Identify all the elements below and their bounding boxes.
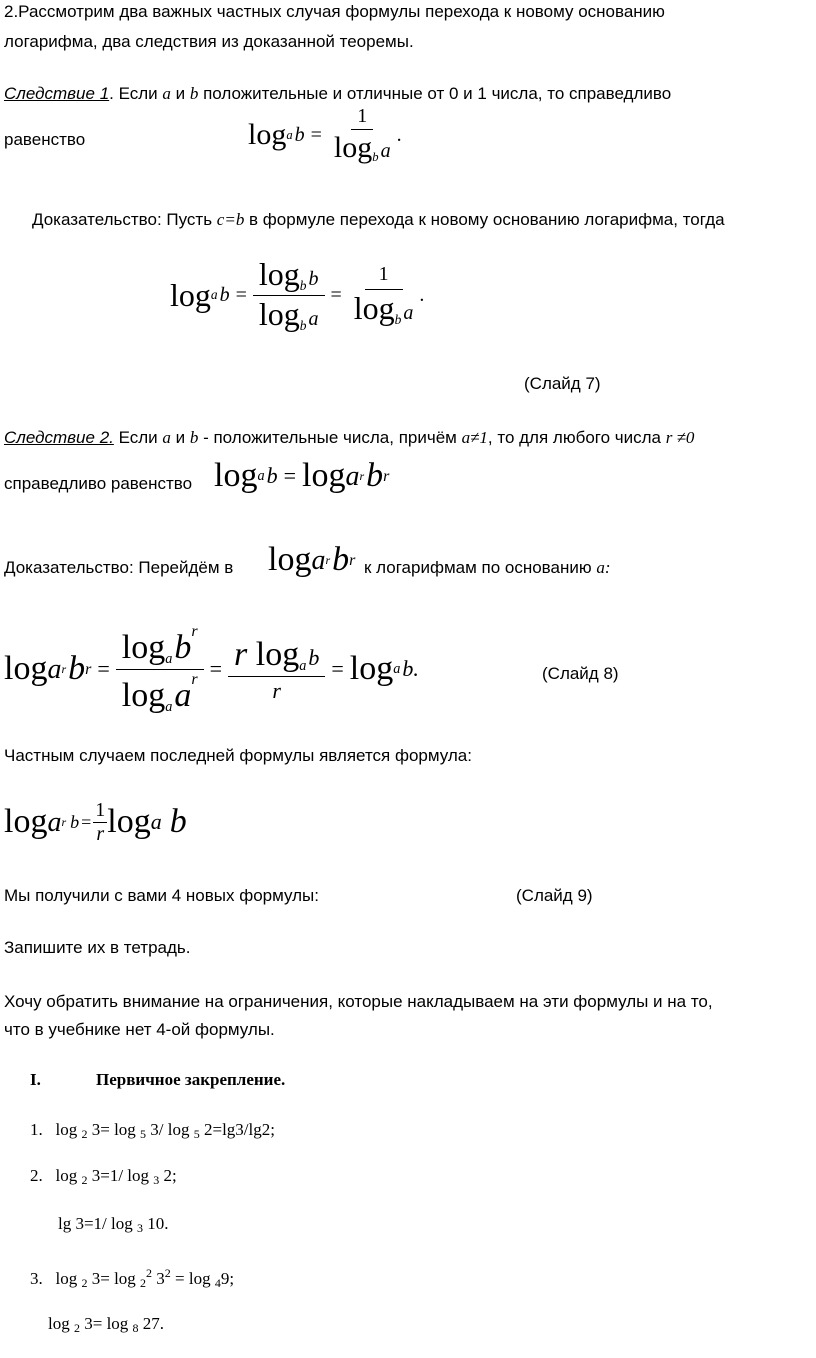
log-argument: b.: [402, 656, 419, 682]
log-argument: b: [219, 284, 230, 307]
equals-sign: =: [331, 656, 344, 682]
list-item-1: 1. log 2 3= log 5 3/ log 5 2=lg3/lg2;: [30, 1120, 275, 1141]
text-and: и: [170, 84, 190, 103]
condition-a: a≠1: [461, 428, 488, 447]
item-number: 2.: [30, 1166, 43, 1185]
section-number: I.: [30, 1070, 41, 1089]
attention-line-1: Хочу обратить внимание на ограничения, которые накладываем на эти формулы и на то,: [4, 992, 713, 1011]
corollary-2-if: Если: [113, 428, 163, 447]
log-base: a: [311, 544, 326, 576]
log-base: a: [393, 660, 401, 677]
equals-sign: =: [209, 656, 223, 682]
list-item-3b: log 2 3= log 8 27.: [48, 1314, 165, 1335]
period: .: [419, 284, 425, 307]
log-base: a: [286, 127, 293, 142]
equals-sign: =: [283, 463, 297, 489]
log-symbol: log: [121, 629, 166, 666]
log-base: b: [299, 277, 307, 293]
formula-corollary-2: [214, 456, 389, 497]
log-base: a: [210, 287, 218, 303]
slide-8-ref: (Слайд 8): [542, 664, 619, 683]
equals-sign: =: [310, 124, 322, 147]
log-argument: a: [174, 676, 192, 714]
denominator: [348, 290, 420, 327]
log-argument: b: [266, 463, 278, 489]
formula-corollary-1: [248, 106, 402, 165]
base-exponent: r: [325, 553, 331, 568]
denominator: [253, 296, 325, 333]
corollary-1-text: [4, 84, 671, 104]
equals-sign: =: [97, 656, 110, 682]
log-symbol: log: [349, 650, 394, 688]
corollary-2-equality-label: справедливо равенство: [4, 474, 193, 493]
var-a: a: [162, 428, 171, 447]
log-argument: b: [174, 629, 192, 666]
corollary-2-text: [4, 428, 694, 448]
argument-exponent: r: [383, 467, 390, 485]
denominator: r: [272, 677, 281, 703]
fraction: [93, 800, 107, 845]
log-symbol: log: [258, 295, 300, 332]
numerator: [228, 637, 325, 677]
argument-exponent: r: [349, 551, 356, 569]
write-down-text: Запишите их в тетрадь.: [4, 938, 191, 957]
log-base: a: [165, 650, 173, 667]
log-symbol: log: [4, 650, 48, 688]
log-argument: a: [380, 140, 391, 162]
numerator: [116, 624, 204, 670]
argument-exponent: r: [85, 660, 92, 678]
log-symbol: log: [268, 541, 312, 578]
log-symbol: log: [302, 457, 346, 494]
item-number: 1.: [30, 1120, 43, 1139]
list-item-2: 2. log 2 3=1/ log 3 2;: [30, 1166, 177, 1187]
base-exponent: r: [359, 469, 365, 484]
log-symbol: log: [214, 457, 258, 494]
proof-2-rest: [364, 558, 611, 578]
corollary-1-if: . Если: [109, 84, 163, 103]
log-symbol: log: [353, 289, 395, 326]
denominator: r: [96, 823, 105, 845]
fraction: [253, 258, 325, 333]
log-argument: b: [308, 644, 320, 670]
log-base: b: [394, 311, 402, 327]
numerator: 1: [351, 106, 373, 130]
corollary-1-condition: положительные и отличные от 0 и 1 числа, то справедливо: [198, 84, 672, 103]
corollary-1-equality-label: равенство: [4, 130, 86, 149]
proof-2-line: [4, 558, 233, 578]
base-exponent: r: [61, 815, 67, 830]
log-base: a: [47, 806, 62, 838]
log-argument: a: [308, 307, 319, 330]
numerator: 1: [95, 799, 106, 821]
log-base: a: [150, 809, 162, 835]
equals-sign: =: [330, 284, 342, 307]
log-base: a: [47, 653, 62, 685]
fraction: [348, 264, 420, 327]
four-formulas-text: Мы получили с вами 4 новых формулы:: [4, 886, 319, 905]
item-number: 3.: [30, 1269, 43, 1288]
log-argument: b: [332, 541, 350, 578]
numerator: [253, 258, 325, 296]
log-symbol: log: [121, 676, 166, 714]
formula-special-case: [4, 800, 187, 845]
text-and: и: [170, 428, 190, 447]
proof-1-text: [32, 210, 725, 230]
log-base: a: [299, 657, 307, 674]
fraction: [116, 624, 204, 715]
log-argument: b: [68, 650, 86, 688]
log-symbol: log: [248, 118, 287, 152]
list-item-3: 3. log 2 $3= \log 2^2$ $3^2 = \log 49$;: [30, 1266, 235, 1290]
base-exponent: r: [61, 662, 67, 677]
denominator: [328, 130, 397, 165]
log-symbol: log: [255, 635, 300, 673]
formula-inline-log-ar-br: [268, 540, 355, 581]
corollary-2-rest: , то для любого числа: [487, 428, 666, 447]
formula-proof-2: [4, 624, 419, 715]
proof-1-rest: в формуле перехода к новому основанию логарифма, тогда: [244, 210, 725, 229]
fraction: [328, 106, 397, 165]
log-symbol: log: [333, 131, 373, 164]
special-case-text: Частным случаем последней формулы является формула:: [4, 746, 472, 765]
var-b: b: [189, 428, 199, 447]
proof-2-label: Доказательство: Перейдём в: [4, 558, 234, 577]
period: .: [396, 124, 402, 147]
fraction: [228, 637, 325, 702]
argument-exponent: r: [191, 623, 198, 640]
equals-sign: =: [235, 284, 247, 307]
denominator: [116, 670, 204, 715]
log-symbol: log: [107, 803, 151, 841]
equals-sign: =: [81, 811, 92, 832]
c-equals-b: c=b: [216, 210, 245, 229]
log-argument: b: [294, 124, 305, 147]
corollary-2-title: Следствие 2.: [4, 428, 114, 447]
intro-line-1: 2.Рассмотрим два важных частных случая формулы перехода к новому основанию: [4, 2, 665, 21]
corollary-2-condition: - положительные числа, причём: [198, 428, 462, 447]
slide-9-ref: (Слайд 9): [516, 886, 593, 905]
log-base: b: [372, 150, 379, 165]
proof-2-tail: к логарифмам по основанию: [364, 558, 597, 577]
log-base: a: [257, 467, 265, 484]
list-item-2b: lg 3=1/ log 3 10.: [58, 1214, 169, 1235]
var-b: b: [189, 84, 199, 103]
condition-r: r ≠0: [665, 428, 695, 447]
log-argument: b: [366, 457, 384, 494]
proof-2-base: a:: [596, 558, 611, 577]
log-base: a: [345, 460, 360, 492]
corollary-1-title: Следствие 1: [4, 84, 110, 103]
numerator: 1: [365, 264, 403, 290]
attention-line-2: что в учебнике нет 4-ой формулы.: [4, 1020, 275, 1039]
log-argument: a: [403, 301, 414, 324]
section-title: Первичное закрепление.: [96, 1070, 286, 1089]
log-base: a: [165, 698, 173, 715]
log-argument: b: [169, 803, 187, 841]
proof-1-label: Доказательство: Пусть: [32, 210, 217, 229]
log-argument: b: [308, 268, 319, 290]
intro-line-2: логарифма, два следствия из доказанной теоремы.: [4, 32, 414, 51]
log-argument: b: [70, 811, 80, 832]
log-symbol: log: [170, 277, 211, 314]
log-symbol: log: [258, 256, 300, 292]
var-a: a: [162, 84, 171, 103]
formula-proof-1: [170, 258, 424, 333]
log-base: b: [299, 317, 307, 333]
coefficient-r: r: [234, 635, 248, 673]
argument-exponent: r: [191, 670, 198, 688]
log-symbol: log: [4, 803, 48, 841]
slide-7-ref: (Слайд 7): [524, 374, 601, 393]
